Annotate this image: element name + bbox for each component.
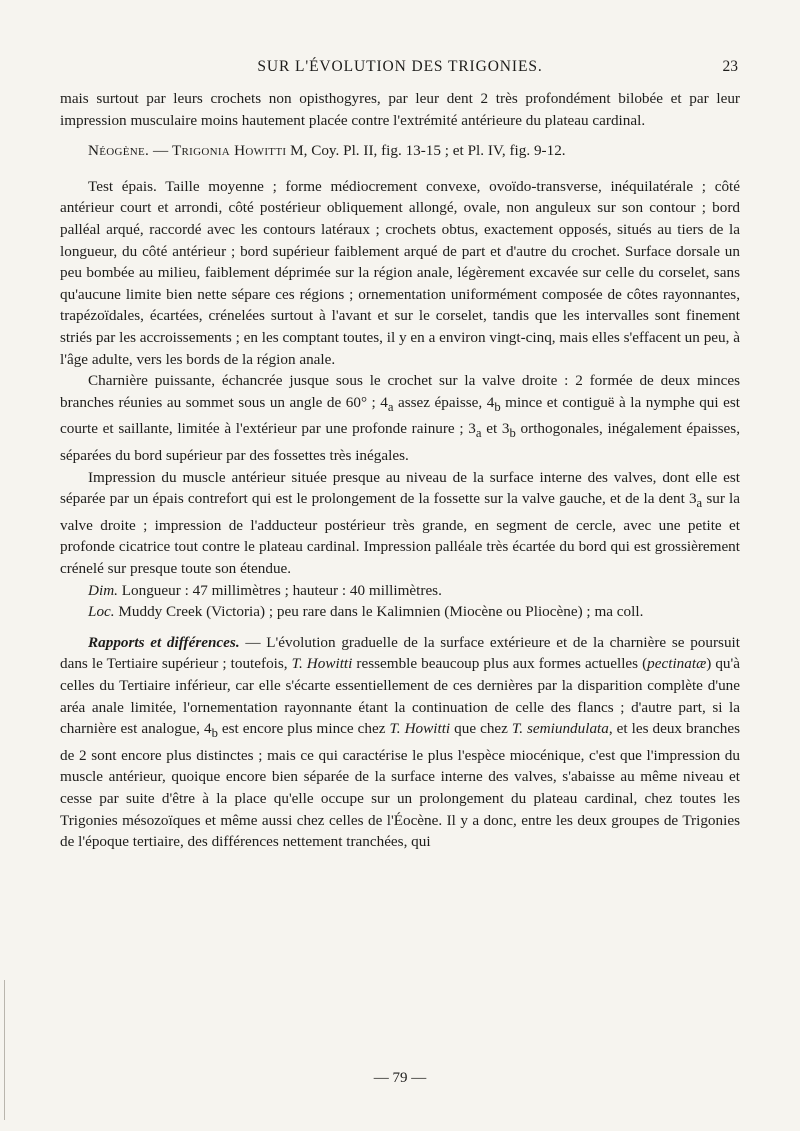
paragraph-text: que chez [450,720,512,738]
paragraph-text: , et les deux branches de 2 sont encore plus distinctes ; mais ce qui caractérise le plus l'espèce miocénique, c'est que l'impression du muscle antérieur, quoique encore bien séparée de la surface interne des valves, s'abaisse au même niveau et cesse par suite d'être à la place qu'elle occupe sur un prolongement du plateau cardinal, chez toutes les Trigonies mésozoïques et même aussi chez celles de l'Éocène. Il y a donc, entre les deux groupes de Trigonies de l'époque tertiaire, des différences nettement tranchées, qui [60,720,740,851]
running-title: SUR L'ÉVOLUTION DES TRIGONIES. [257,58,543,75]
loc-label: Loc. [88,603,115,621]
subscript: a [696,496,703,511]
scan-edge-line [4,980,5,1120]
paragraph-text: ) qu'à celles du Tertiaire inférieur, car elle s'écarte essentiellement de ces dernières par la disparition complète d'une aréa anale limitée, l'ornementation rayonnante étant la continuation de celle des flancs ; d'autre part, si la charnière est analogue, 4 [60,655,740,738]
group-mention: pectinatæ [647,655,707,673]
section-heading: Rapports et différences. [88,633,240,651]
epoch-label: Néogène. [88,142,150,160]
species-reference: M, Coy. Pl. II, fig. 13-15 ; et Pl. IV, fig. 9-12. [290,142,566,160]
paragraph-text: mince et contiguë à la nymphe qui est courte et saillante, limitée à l'extérieur par une profonde rainure ; 3 [60,393,740,438]
species-mention: T. Howitti [389,720,451,738]
paragraph-text: Longueur : 47 millimètres ; hauteur : 40 millimètres. [117,581,442,599]
paragraph-text: mais surtout par leurs crochets non opisthogyres, par leur dent 2 très profondément bilobée et par leur impression musculaire moins hautement placée contre l'extrémité antérieure du plateau cardinal. [60,90,740,129]
paragraph-text: assez épaisse, 4 [393,393,495,411]
paragraph-text: ressemble beaucoup plus aux formes actuelles ( [352,655,648,673]
species-name: Trigonia Howitti [171,142,287,160]
footer-page-number: — 79 — [373,1070,427,1086]
page-number: 23 [722,58,738,75]
subscript: a [387,399,394,414]
species-mention: T. semiundulata [511,720,609,738]
hinge-paragraph [60,370,740,466]
dimensions-paragraph [60,580,740,602]
species-heading [60,140,740,162]
comparison-paragraph [60,632,740,853]
paragraph-text: est encore plus mince chez [217,720,390,738]
dim-label: Dim. [88,581,118,599]
subscript: b [494,399,501,414]
paragraph-text: Charnière puissante, échancrée jusque sous le crochet sur la valve droite : 2 formée de deux minces branches réunies au sommet sous un angle de 60° ; 4 [60,372,740,411]
species-mention: T. Howitti [291,655,353,673]
subscript: b [509,426,516,441]
paragraph-text: Muddy Creek (Victoria) ; peu rare dans le Kalimnien (Miocène ou Pliocène) ; ma coll. [114,603,644,621]
paragraph-continuation [60,88,740,131]
locality-paragraph [60,601,740,623]
subscript: a [475,426,482,441]
paragraph-text: et 3 [481,420,510,438]
paragraph-text: — L'évolution graduelle de la surface extérieure et de la charnière se poursuit dans le Tertiaire supérieur ; toutefois, [60,633,740,673]
paragraph-text: Impression du muscle antérieur située presque au niveau de la surface interne des valves, dont elle est séparée par un épais contrefort qui est le prolongement de la fossette sur la valve gauche, et de la dent 3 [60,468,740,508]
description-paragraph [60,176,740,370]
subscript: b [211,726,218,741]
body-text [60,88,740,853]
paragraph-text: Test épais. Taille moyenne ; forme médiocrement convexe, ovoïdo-transverse, inéquilatérale ; côté antérieur court et arrondi, côté postérieur obliquement allongé, ovale, non anguleux sur son contour ; bord palléal arqué, raccordé avec les contours latéraux ; crochets obtus, exactement opposés, situés au tiers de la longueur, du côté antérieur ; bord supérieur faiblement arqué de part et d'autre du crochet. Surface dorsale un peu bombée au milieu, faiblement déprimée sur la région anale, légèrement excavée sur celle du corselet, sans qu'aucune limite bien nette sépare ces régions ; ornementation uniformément composée de côtes rayonnantes, trapézoïdales, écartées, crénelées surtout à l'avant et sur le corselet, tandis que les intervalles sont finement striés par les accroissements ; en les comptant toutes, il y en a environ vingt-cinq, mais elles s'effacent un peu, à l'âge adulte, vers les bords de la région anale. [60,177,740,368]
page-header [60,58,740,82]
heading-dash: — [152,142,169,160]
paragraph-text: orthogonales, inégalement épaisses, séparées du bord supérieur par des fossettes très inégales. [60,420,741,464]
paragraph-text: sur la valve droite ; impression de l'adducteur postérieur très grande, en segment de cercle, avec une petite et profonde cicatrice tout contre le plateau cardinal. Impression palléale très écartée du bord qui est grossièrement crénelé sur presque toute son étendue. [60,490,740,577]
muscle-paragraph [60,467,740,580]
